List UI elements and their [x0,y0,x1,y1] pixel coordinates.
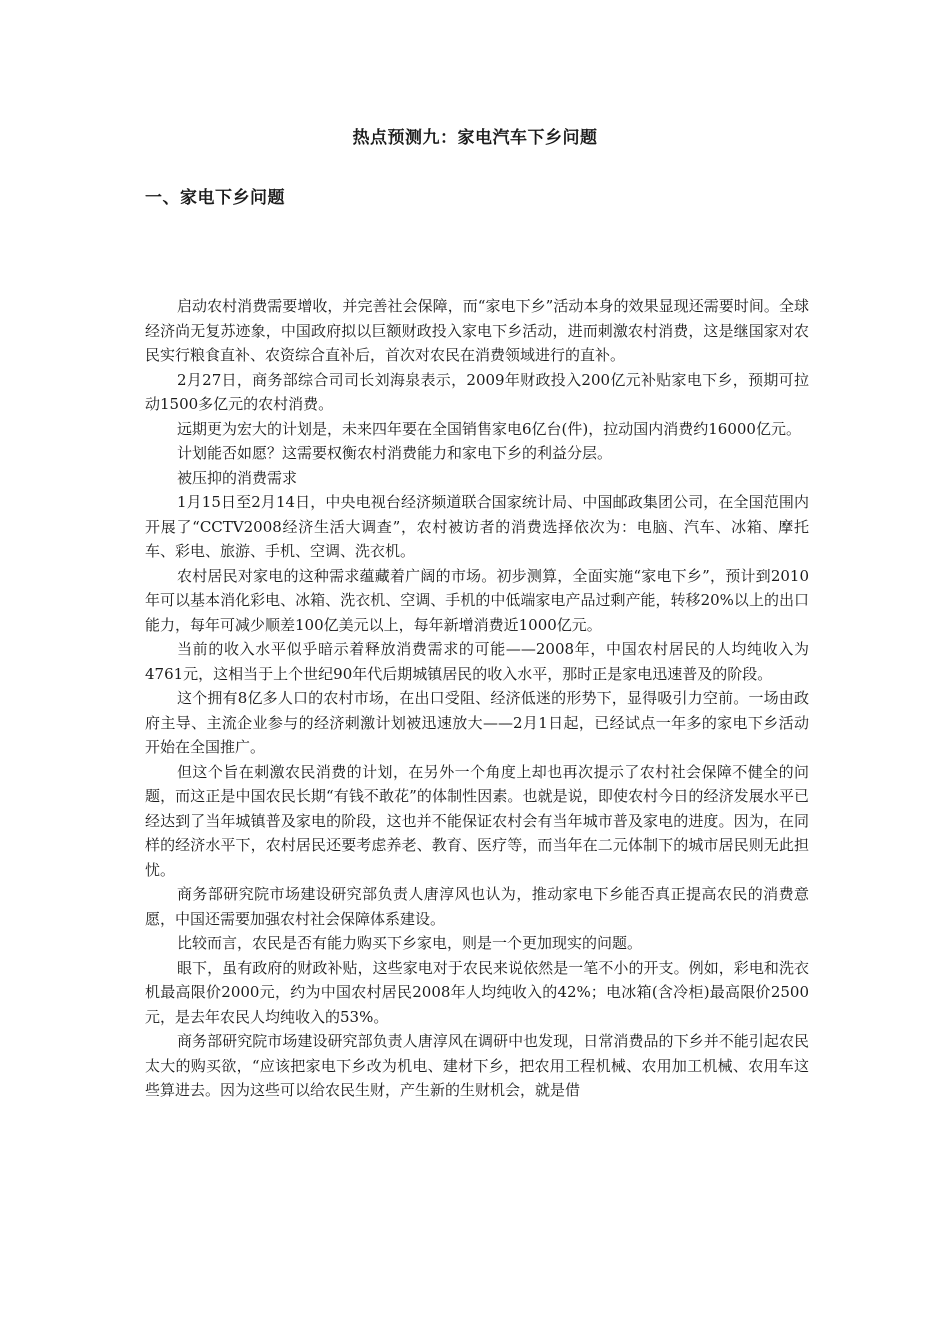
paragraph: 当前的收入水平似乎暗示着释放消费需求的可能——2008年，中国农村居民的人均纯收入为4761元，这相当于上个世纪90年代后期城镇居民的收入水平，那时正是家电迅速普及的阶段。 [145,640,809,683]
paragraph: 远期更为宏大的计划是，未来四年要在全国销售家电6亿台(件)，拉动国内消费约16000亿元。 [177,419,801,438]
document-body [145,294,809,1103]
paragraph: 商务部研究院市场建设研究部负责人唐淳风也认为，推动家电下乡能否真正提高农民的消费意愿，中国还需要加强农村社会保障体系建设。 [145,885,809,928]
subheading-paragraph: 被压抑的消费需求 [177,468,298,487]
paragraph: 但这个旨在刺激农民消费的计划，在另外一个角度上却也再次提示了农村社会保障不健全的问题，而这正是中国农民长期“有钱不敢花”的体制性因素。也就是说，即使农村今日的经济发展水平已经达到了当年城镇普及家电的阶段，这也并不能保证农村会有当年城市普及家电的进度。因为，在同样的经济水平下，农村居民还要考虑养老、教育、医疗等，而当年在二元体制下的城市居民则无此担忧。 [145,762,809,879]
paragraph: 1月15日至2月14日，中央电视台经济频道联合国家统计局、中国邮政集团公司，在全国范围内开展了“CCTV2008经济生活大调查”，农村被访者的消费选择依次为：电脑、汽车、冰箱、摩托车、彩电、旅游、手机、空调、洗衣机。 [145,493,809,560]
paragraph: 商务部研究院市场建设研究部负责人唐淳风在调研中也发现，日常消费品的下乡并不能引起农民太大的购买欲，“应该把家电下乡改为机电、建材下乡，把农用工程机械、农用加工机械、农用车这些算进去。因为这些可以给农民生财，产生新的生财机会，就是借 [145,1032,809,1099]
paragraph: 启动农村消费需要增收，并完善社会保障，而“家电下乡”活动本身的效果显现还需要时间。全球经济尚无复苏迹象，中国政府拟以巨额财政投入家电下乡活动，进而刺激农村消费，这是继国家对农民实行粮食直补、农资综合直补后，首次对农民在消费领域进行的直补。 [145,297,809,364]
paragraph: 这个拥有8亿多人口的农村市场，在出口受阻、经济低迷的形势下，显得吸引力空前。一场由政府主导、主流企业参与的经济刺激计划被迅速放大——2月1日起，已经试点一年多的家电下乡活动开始在全国推广。 [145,689,809,756]
paragraph: 2月27日，商务部综合司司长刘海泉表示，2009年财政投入200亿元补贴家电下乡，预期可拉动1500多亿元的农村消费。 [145,370,809,413]
paragraph: 眼下，虽有政府的财政补贴，这些家电对于农民来说依然是一笔不小的开支。例如，彩电和洗衣机最高限价2000元，约为中国农村居民2008年人均纯收入的42%；电冰箱(含冷柜)最高限价2500元，是去年农民人均纯收入的53%。 [145,958,809,1026]
paragraph: 计划能否如愿？这需要权衡农村消费能力和家电下乡的利益分层。 [177,444,613,462]
section-heading: 一、家电下乡问题 [145,188,285,208]
paragraph: 农村居民对家电的这种需求蕴藏着广阔的市场。初步测算，全面实施“家电下乡”，预计到2010年可以基本消化彩电、冰箱、洗衣机、空调、手机的中低端家电产品过剩产能，转移20%以上的出口能力，每年可减少顺差100亿美元以上，每年新增消费近1000亿元。 [145,566,809,634]
document-title: 热点预测九：家电汽车下乡问题 [352,128,598,148]
paragraph: 比较而言，农民是否有能力购买下乡家电，则是一个更加现实的问题。 [177,934,643,952]
